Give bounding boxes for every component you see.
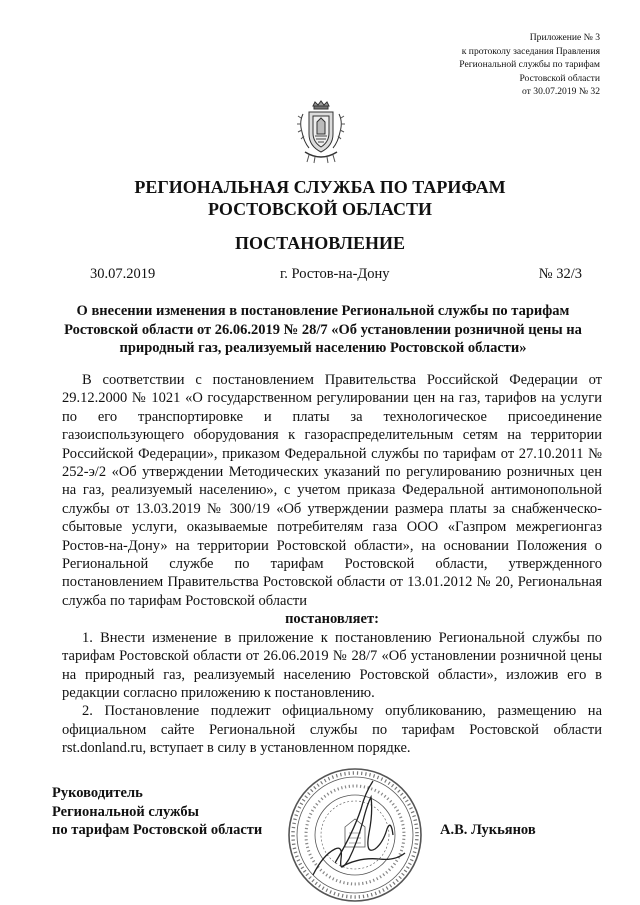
attachment-line: Региональной службы по тарифам xyxy=(459,59,600,70)
attachment-line: Ростовской области xyxy=(519,72,600,84)
position-line: Региональной службы xyxy=(52,803,199,820)
decides-heading: постановляет: xyxy=(285,611,379,628)
document-title: О внесении изменения в постановление Региональной службы по тарифам Ростовской области от 26.06.2019 № 28/7 «Об установлении розничной цены на природный газ, реализуемый населению Ростовской области» xyxy=(64,303,582,356)
document-type: ПОСТАНОВЛЕНИЕ xyxy=(234,233,406,253)
organization-line-1: РЕГИОНАЛЬНАЯ СЛУЖБА ПО ТАРИФАМ xyxy=(134,177,506,197)
position-line: по тарифам Ростовской области xyxy=(52,822,263,838)
document-number: № 32/3 xyxy=(538,266,582,282)
document-date: 30.07.2019 xyxy=(90,266,156,282)
document-place: г. Ростов-на-Дону xyxy=(280,266,390,282)
signatory-name: А.В. Лукьянов xyxy=(440,822,536,838)
attachment-line: Приложение № 3 xyxy=(529,32,600,43)
document-meta xyxy=(90,265,582,283)
coat-of-arms-icon xyxy=(295,100,347,164)
attachment-line: от 30.07.2019 № 32 xyxy=(522,86,600,97)
document-body xyxy=(62,371,602,758)
resolution-item-1: 1. Внести изменение в приложение к постановлению Региональной службы по тарифам Ростовской области от 26.06.2019 № 28/7 «Об установлении розничной цены на природный газ, реализуемый населению Ростовской области», изложив его в редакции согласно приложению к постановлению. xyxy=(62,629,602,701)
attachment-line: к протоколу заседания Правления xyxy=(461,45,600,57)
organization-line-2: РОСТОВСКОЙ ОБЛАСТИ xyxy=(208,199,432,219)
seal-stamp-icon xyxy=(283,763,433,905)
signatory-position xyxy=(52,784,312,840)
attachment-note xyxy=(340,31,600,99)
preamble-paragraph: В соответствии с постановлением Правительства Российской Федерации от 29.12.2000 № 1021 «О государственном регулировании цен на газ, тарифов на услуги по его транспортировке и платы за технологическое присоединение газоиспользующего оборудования к газораспределительным сетям на территории Российской Федерации», приказом Федеральной службы по тарифам от 27.10.2011 № 252-э/2 «Об утверждении Методических указаний по регулированию розничных цен на газ, реализуемый населению», с учетом приказа Федеральной антимонопольной службы от 13.03.2019 № 300/19 «Об утверждении размера платы за снабженческо-сбытовые услуги, оказываемые потребителям газа ООО «Газпром межрегионгаз Ростов-на-Дону» на территории Ростовской области», на основании Положения о Региональной службе по тарифам Ростовской области, утвержденного постановлением Правительства Ростовской области от 13.01.2012 № 20, Региональная служба по тарифам Ростовской области xyxy=(62,372,602,609)
organization-name xyxy=(0,176,640,220)
position-line: Руководитель xyxy=(52,785,143,801)
resolution-item-2: 2. Постановление подлежит официальному опубликованию, размещению на официальном сайте Региональной службы по тарифам Ростовской области rst.donland.ru, вступает в силу в установленном порядке. xyxy=(62,703,602,757)
